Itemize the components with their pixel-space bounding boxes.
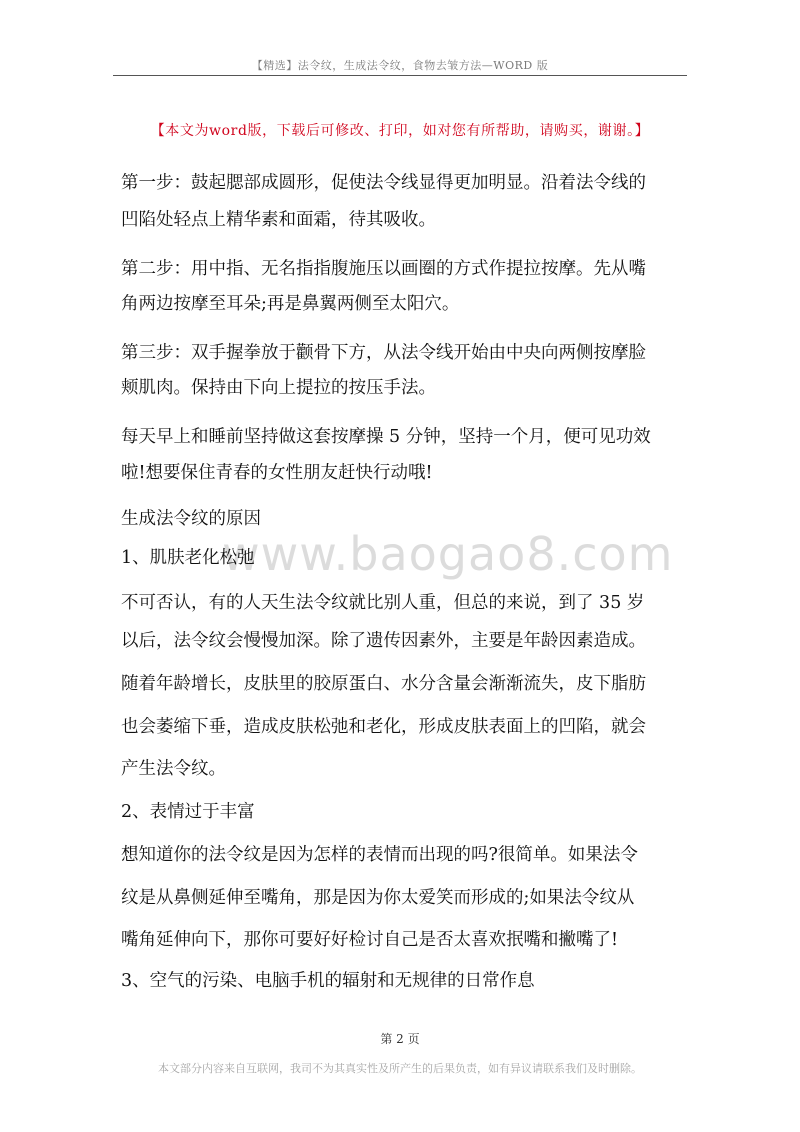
- paragraph-line: 凹陷处轻点上精华素和面霜，待其吸收。: [121, 210, 436, 230]
- paragraph-line: 颊肌肉。保持由下向上提拉的按压手法。: [121, 378, 436, 398]
- paragraph-line: 不可否认，有的人天生法令纹就比别人重，但总的来说，到了 35 岁: [121, 593, 645, 613]
- paragraph-line: 第一步：鼓起腮部成圆形，促使法令线显得更加明显。沿着法令线的: [121, 173, 646, 193]
- paragraph-line: 以后，法令纹会慢慢加深。除了遗传因素外，主要是年龄因素造成。: [121, 631, 646, 651]
- paragraph-line: 啦!想要保住青春的女性朋友赶快行动哦!: [121, 463, 433, 483]
- header-title: 【精选】法令纹，生成法令纹，食物去皱方法—WORD 版: [251, 59, 549, 72]
- watermark: www.baogao8.com: [222, 527, 674, 581]
- paragraph-line: 嘴角延伸向下，那你可要好好检讨自己是否太喜欢抿嘴和撇嘴了!: [121, 930, 619, 950]
- paragraph-line: 纹是从鼻侧延伸至嘴角，那是因为你太爱笑而形成的;如果法令纹从: [121, 888, 635, 908]
- paragraph-line: 角两边按摩至耳朵;再是鼻翼两侧至太阳穴。: [121, 294, 460, 314]
- header-divider: [113, 75, 687, 76]
- page-number: 第 2 页: [380, 1032, 420, 1046]
- footer-disclaimer: 本文部分内容来自互联网，我司不为其真实性及所产生的后果负责，如有异议请联系我们及时删除。: [158, 1062, 642, 1075]
- section-heading: 1、肌肤老化松弛: [121, 548, 255, 568]
- paragraph-line: 随着年龄增长，皮肤里的胶原蛋白、水分含量会渐渐流失，皮下脂肪: [121, 674, 646, 694]
- purchase-notice: 【本文为word版，下载后可修改、打印，如对您有所帮助，请购买，谢谢。】: [150, 123, 650, 139]
- paragraph-line: 也会萎缩下垂，造成皮肤松弛和老化，形成皮肤表面上的凹陷，就会: [121, 717, 646, 737]
- paragraph-line: 第三步：双手握拳放于颧骨下方，从法令线开始由中央向两侧按摩脸: [121, 343, 646, 363]
- paragraph-line: 第二步：用中指、无名指指腹施压以画圈的方式作提拉按摩。先从嘴: [121, 259, 646, 279]
- section-heading: 3、空气的污染、电脑手机的辐射和无规律的日常作息: [121, 971, 535, 991]
- section-heading: 2、表情过于丰富: [121, 802, 255, 822]
- paragraph-line: 想知道你的法令纹是因为怎样的表情而出现的吗?很简单。如果法令: [121, 845, 638, 865]
- paragraph-line: 每天早上和睡前坚持做这套按摩操 5 分钟，坚持一个月，便可见功效: [121, 427, 651, 447]
- section-heading: 生成法令纹的原因: [121, 509, 261, 529]
- paragraph-line: 产生法令纹。: [121, 759, 226, 779]
